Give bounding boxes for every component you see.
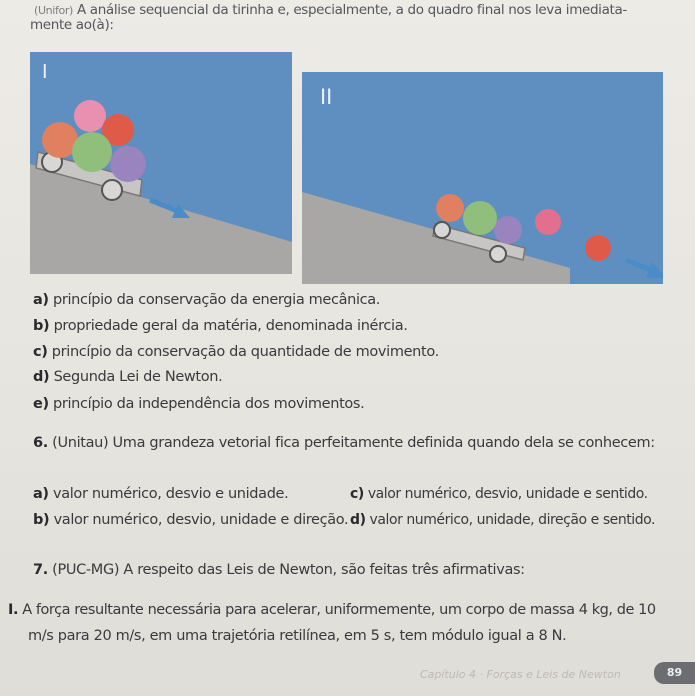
panel-2-label: II bbox=[320, 84, 333, 109]
q5-option-c-key: c) bbox=[33, 344, 48, 360]
panel-2-ball-pink-flying bbox=[535, 209, 561, 235]
q5-option-d-text: Segunda Lei de Newton. bbox=[53, 369, 223, 385]
q5-option-a bbox=[33, 292, 380, 308]
panel-2-ball-purple bbox=[494, 216, 522, 244]
q5-option-b-text: propriedade geral da matéria, denominada inércia. bbox=[53, 318, 408, 334]
q6-option-a-key: a) bbox=[33, 486, 49, 502]
q6-option-c-key: c) bbox=[350, 486, 364, 502]
q5-option-a-key: a) bbox=[33, 292, 49, 308]
panel-2-wheel-back bbox=[490, 246, 506, 262]
q5-option-e bbox=[33, 396, 364, 412]
q5-intro-line1 bbox=[34, 2, 627, 18]
q5-option-c-text: princípio da conservação da quantidade de movimento. bbox=[51, 344, 439, 360]
q7-item-1-line1 bbox=[8, 602, 656, 618]
q6-option-d-text: valor numérico, unidade, direção e sentido. bbox=[369, 512, 656, 528]
q5-option-e-text: princípio da independência dos movimentos. bbox=[53, 396, 365, 412]
panel-1-wheel-back bbox=[102, 180, 122, 200]
q6-option-b-key: b) bbox=[33, 512, 50, 528]
q5-intro-line2: mente ao(à): bbox=[30, 17, 114, 33]
q7-number: 7. bbox=[33, 562, 48, 578]
q7-item-1-text: A força resultante necessária para acelerar, uniformemente, um corpo de massa 4 kg, de 10 bbox=[22, 602, 656, 618]
panel-1-ball-green bbox=[72, 132, 112, 172]
q6-option-b bbox=[33, 512, 348, 528]
q7-item-1-key: I. bbox=[8, 602, 19, 618]
q6-text: (Unitau) Uma grandeza vetorial fica perfeitamente definida quando dela se conhecem: bbox=[52, 435, 655, 451]
q6-number: 6. bbox=[33, 435, 48, 451]
q6-option-a-text: valor numérico, desvio e unidade. bbox=[52, 486, 289, 502]
q7-statement bbox=[33, 562, 525, 578]
q5-option-a-text: princípio da conservação da energia mecânica. bbox=[52, 292, 381, 308]
q5-option-e-key: e) bbox=[33, 396, 49, 412]
panel-1 bbox=[30, 52, 292, 274]
comic-strip-figure bbox=[30, 52, 663, 284]
q5-intro-text: A análise sequencial da tirinha e, especialmente, a do quadro final nos leva imediata- bbox=[76, 2, 627, 18]
q6-option-c-text: valor numérico, desvio, unidade e sentido. bbox=[367, 486, 648, 502]
q6-option-d bbox=[350, 512, 655, 528]
q5-option-b bbox=[33, 318, 408, 334]
q6-statement bbox=[33, 435, 655, 451]
page-number: 89 bbox=[654, 662, 695, 684]
q6-option-a bbox=[33, 486, 288, 502]
q7-text: (PUC-MG) A respeito das Leis de Newton, são feitas três afirmativas: bbox=[52, 562, 525, 578]
panel-2-ball-green bbox=[463, 201, 497, 235]
panel-2-ball-red-flying bbox=[585, 235, 611, 261]
panel-1-ball-pink bbox=[74, 100, 106, 132]
panel-2-ball-orange bbox=[436, 194, 464, 222]
chapter-footer: Capítulo 4 · Forças e Leis de Newton bbox=[420, 668, 621, 681]
panel-1-ball-purple bbox=[110, 146, 146, 182]
panel-2-wheel-front bbox=[434, 222, 450, 238]
q5-option-b-key: b) bbox=[33, 318, 50, 334]
q5-source: (Unifor) bbox=[34, 4, 73, 17]
panel-1-label: I bbox=[42, 61, 48, 83]
panel-2 bbox=[302, 72, 663, 284]
q7-item-1-line2: m/s para 20 m/s, em uma trajetória retilínea, em 5 s, tem módulo igual a 8 N. bbox=[28, 628, 567, 644]
q6-option-d-key: d) bbox=[350, 512, 366, 528]
q6-option-c bbox=[350, 486, 648, 502]
q5-option-d bbox=[33, 369, 222, 385]
q6-option-b-text: valor numérico, desvio, unidade e direção. bbox=[53, 512, 349, 528]
q5-option-d-key: d) bbox=[33, 369, 50, 385]
q5-option-c bbox=[33, 344, 439, 360]
